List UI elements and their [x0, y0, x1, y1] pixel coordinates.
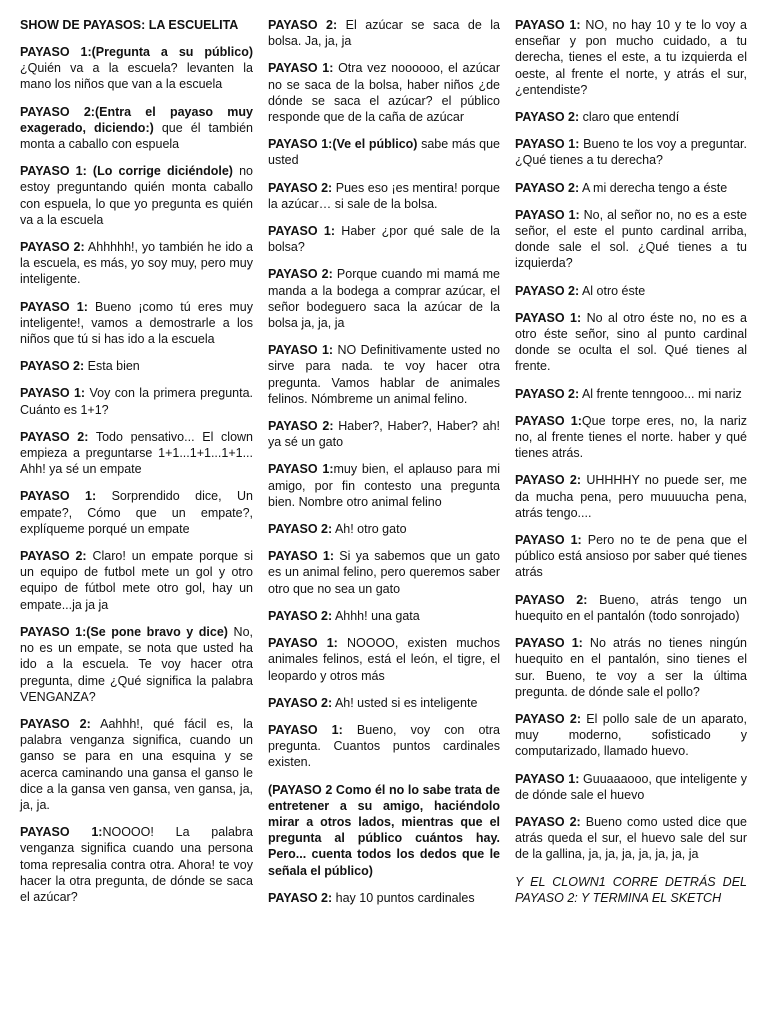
- dialogue-line: [20, 716, 253, 813]
- dialogue-text: El azúcar se saca de la bolsa. Ja, ja, ja: [268, 18, 501, 49]
- speaker-label: PAYASO 1:: [268, 343, 334, 358]
- stage-direction: (PAYASO 2 Como él no lo sabe trata de entretener a su amigo, haciéndolo mirar a otros lados, mientras que el pregunta al público cuántos hay. Pero... cuenta todos los dedos que le señala el público): [268, 782, 500, 878]
- dialogue-text: ¿Quién va a la escuela? levanten la mano los niños que van a la escuela: [20, 61, 253, 92]
- dialogue-text: no estoy preguntando quién monta caballo con espuela, lo que yo pregunta es quién va a la escuela: [20, 164, 253, 227]
- dialogue-line: [268, 136, 500, 168]
- speaker-label: PAYASO 1:: [268, 722, 343, 737]
- speaker-label: PAYASO 2:: [20, 429, 89, 444]
- dialogue-text: El pollo sale de un aparato, muy moderno, sofisticado y computarizado, llamado huevo.: [515, 711, 748, 759]
- dialogue-text: Ah! usted si es inteligente: [332, 695, 478, 710]
- speaker-label: PAYASO 2:: [515, 711, 581, 726]
- speaker-label: PAYASO 2:: [268, 890, 333, 905]
- dialogue-text: No atrás no tienes ningún huequito en el pantalón, sino tienes el sur. Bueno, te voy a ser la última pregunta. de dónde sale el pollo?: [515, 636, 747, 699]
- speaker-label: PAYASO 1:: [515, 771, 580, 786]
- dialogue-text: Pero no te de pena que el público está ansioso por saber qué tienes atrás: [515, 533, 747, 580]
- dialogue-line: [515, 814, 747, 863]
- speaker-label: PAYASO 1:: [515, 137, 580, 152]
- dialogue-list: [268, 17, 500, 906]
- dialogue-text: A mi derecha tengo a éste: [579, 180, 728, 195]
- speaker-label: PAYASO 2:: [20, 359, 85, 374]
- column-1: [20, 17, 253, 1024]
- dialogue-line: [268, 60, 500, 125]
- speaker-label: PAYASO 2:: [515, 283, 580, 298]
- dialogue-line: [268, 342, 500, 407]
- dialogue-line: [268, 635, 500, 684]
- column-3: [515, 17, 747, 1024]
- dialogue-line: [515, 711, 747, 760]
- dialogue-list: [20, 44, 253, 905]
- dialogue-line: [20, 104, 253, 153]
- dialogue-text: NO, no hay 10 y te lo voy a enseñar y pon mucho cuidado, a tu derecha, tienes el este, a tu izquierda el oeste, al frente el norte, y atrás el sur, ¿entendiste?: [515, 18, 747, 97]
- stage-direction: (Entra el payaso muy exagerado, diciendo:): [20, 104, 253, 135]
- speaker-label: PAYASO 1:: [515, 207, 580, 222]
- dialogue-line: [515, 310, 747, 375]
- dialogue-text: Bueno como usted dice que atrás queda el sur, el huevo sale del sur de la gallina, ja, ja, ja, ja, ja, ja, ja: [515, 814, 748, 862]
- dialogue-line: [515, 109, 747, 125]
- dialogue-text: No al otro éste no, no es a otro éste señor, sino al punto cardinal donde se oculta el sol. Qué tienes al frente.: [515, 310, 748, 374]
- speaker-label: PAYASO 1:: [515, 413, 582, 428]
- speaker-label: PAYASO 1:: [268, 224, 335, 239]
- speaker-label: PAYASO 2:: [515, 386, 580, 401]
- dialogue-text: Ahhh! una gata: [332, 608, 420, 623]
- dialogue-text: Bueno, voy con otra pregunta. Cuantos puntos cardinales existen.: [268, 722, 501, 770]
- speaker-label: PAYASO 2:: [268, 695, 333, 710]
- dialogue-line: [268, 266, 500, 331]
- dialogue-text: Bueno ¡como tú eres muy inteligente!, vamos a demostrarle a los niños que tú si has ido a la escuela: [20, 299, 253, 347]
- dialogue-text: Al frente tenngooo... mi nariz: [579, 386, 742, 401]
- speaker-label: PAYASO 2:: [268, 18, 338, 32]
- dialogue-text: Que torpe eres, no, la nariz no, al frente tienes el norte. haber y qué tienes atrás.: [515, 413, 747, 461]
- stage-direction: (Ve el público): [332, 137, 418, 152]
- dialogue-line: [515, 180, 747, 196]
- speaker-label: PAYASO 1:: [268, 549, 334, 564]
- dialogue-line: [268, 548, 500, 597]
- dialogue-line: [20, 548, 253, 613]
- dialogue-text: hay 10 puntos cardinales: [332, 890, 475, 905]
- dialogue-line: [20, 239, 253, 288]
- dialogue-line: [515, 532, 747, 581]
- dialogue-text: NOOOO! La palabra venganza significa cuando una persona toma represalia contra otra. Ahora! te voy hacer la otra pregunta, de dónde se saca el azúcar?: [20, 825, 253, 904]
- speaker-label: PAYASO 2:: [515, 180, 580, 195]
- dialogue-line: [268, 17, 500, 49]
- dialogue-text: Al otro éste: [579, 283, 646, 298]
- speaker-label: PAYASO 1:: [515, 636, 583, 651]
- dialogue-text: Bueno, atrás tengo un huequito en el pantalón (todo sonrojado): [515, 592, 748, 623]
- speaker-label: PAYASO 2:: [268, 419, 334, 434]
- dialogue-text: Pues eso ¡es mentira! porque la azúcar… si sale de la bolsa.: [268, 180, 501, 211]
- speaker-label: PAYASO 1:: [268, 462, 334, 477]
- dialogue-line: [515, 386, 747, 402]
- dialogue-text: sabe más que usted: [268, 137, 500, 168]
- dialogue-text: UHHHHY no puede ser, me da mucha pena, pero muuuucha pena, atrás tengo....: [515, 473, 747, 520]
- speaker-label: PAYASO 1:: [20, 489, 97, 504]
- dialogue-text: Porque cuando mi mamá me manda a la bodega a comprar azúcar, el señor bodeguero saca la azúcar de la bolsa ja, ja, ja: [268, 267, 501, 331]
- speaker-label: PAYASO 1:: [515, 310, 582, 325]
- document-title: SHOW DE PAYASOS: LA ESCUELITA: [20, 18, 239, 32]
- speaker-label: PAYASO 2:: [268, 522, 333, 537]
- dialogue-line: [20, 488, 253, 537]
- dialogue-line: [20, 824, 253, 905]
- dialogue-line: [268, 521, 500, 537]
- speaker-label: PAYASO 1:: [20, 164, 87, 179]
- dialogue-line: [268, 782, 500, 879]
- speaker-label: PAYASO 2:: [20, 240, 85, 255]
- speaker-label: PAYASO 2:: [20, 549, 87, 564]
- dialogue-line: [515, 592, 747, 624]
- dialogue-line: [268, 461, 500, 510]
- dialogue-text: Sorprendido dice, Un empate?, Cómo que un empate?, explíqueme porqué un empate: [20, 489, 253, 536]
- dialogue-text: Aahhh!, qué fácil es, la palabra venganza significa, cuando un ganso se para en una esquina y se acerca caminando una gansa el ganso le dice a la gansa ven gansa, ven gansa, ja, ja, ja.: [20, 716, 254, 812]
- dialogue-text: Guuaaaooo, que inteligente y de dónde sale el huevo: [515, 771, 748, 802]
- speaker-label: PAYASO 1:: [268, 636, 338, 651]
- speaker-label: PAYASO 1:: [268, 61, 334, 76]
- dialogue-line: [515, 17, 747, 98]
- speaker-label: PAYASO 2:: [515, 473, 581, 488]
- column-2: [268, 17, 500, 1024]
- speaker-label: PAYASO 1:: [20, 45, 92, 59]
- speaker-label: PAYASO 1:: [20, 299, 88, 314]
- dialogue-text: Todo pensativo... El clown empieza a preguntarse 1+1...1+1...1+1... Ahh! ya sé un empate: [20, 429, 253, 477]
- dialogue-line: [268, 608, 500, 624]
- dialogue-line: [268, 722, 500, 771]
- dialogue-line: [268, 223, 500, 255]
- speaker-label: PAYASO 2:: [515, 110, 580, 125]
- dialogue-text: No, al señor no, no es a este señor, el este el punto cardinal arriba, donde sale el sol. ¿Qué tienes a tu izquierda?: [515, 207, 748, 271]
- dialogue-text: Si ya sabemos que un gato es un animal felino, pero queremos saber otro que no sea un gato: [268, 549, 500, 596]
- speaker-label: PAYASO 2:: [268, 608, 333, 623]
- speaker-label: PAYASO 2:: [515, 814, 581, 829]
- dialogue-line: [515, 283, 747, 299]
- dialogue-line: [268, 418, 500, 450]
- dialogue-text: Bueno te los voy a preguntar. ¿Qué tienes a tu derecha?: [515, 137, 747, 168]
- dialogue-list: [515, 17, 747, 863]
- dialogue-line: [20, 624, 253, 705]
- dialogue-line: [515, 136, 747, 168]
- speaker-label: PAYASO 1:: [20, 386, 86, 401]
- dialogue-line: [20, 44, 253, 93]
- ending-note: Y EL CLOWN1 CORRE DETRÁS DEL PAYASO 2: Y TERMINA EL SKETCH: [515, 874, 747, 905]
- dialogue-text: NOOOO, existen muchos animales felinos, está el león, el tigre, el leopardo y otros más: [268, 636, 501, 683]
- dialogue-text: Haber?, Haber?, Haber? ah! ya sé un gato: [268, 419, 500, 450]
- speaker-label: PAYASO 1:: [515, 533, 582, 548]
- stage-direction: (Lo corrige diciéndole): [86, 164, 233, 179]
- dialogue-line: [20, 299, 253, 348]
- stage-direction: (Se pone bravo y dice): [86, 624, 228, 639]
- dialogue-text: Haber ¿por qué sale de la bolsa?: [268, 224, 500, 255]
- dialogue-text: claro que entendí: [579, 110, 680, 125]
- dialogue-text: Esta bien: [84, 359, 140, 374]
- stage-direction: (Pregunta a su público): [91, 45, 253, 59]
- speaker-label: PAYASO 1:: [268, 137, 333, 152]
- speaker-label: PAYASO 1:: [20, 624, 87, 639]
- dialogue-text: Ah! otro gato: [332, 522, 407, 537]
- dialogue-line: [515, 635, 747, 700]
- dialogue-text: No, no es un empate, se nota que usted ha ido a la escuela. Te voy hacer otra pregunta, dime ¿Qué significa la palabra VENGANZA?: [20, 624, 253, 704]
- dialogue-line: [20, 429, 253, 478]
- dialogue-line: [20, 385, 253, 417]
- dialogue-line: [20, 163, 253, 228]
- dialogue-text: NO Definitivamente usted no sirve para nada. te voy hacer otra pregunta. Vamos hablar de animales felinos. Nómbreme un animal felino.: [268, 343, 501, 406]
- dialogue-text: muy bien, el aplauso para mi amigo, por fin contesto una pregunta bien. Nombre otro animal felino: [268, 462, 501, 509]
- dialogue-text: Otra vez noooooo, el azúcar no se saca de la bolsa, haber niños ¿de dónde se saca el azúcar? el público responde que de la caña de azúcar: [268, 61, 501, 125]
- dialogue-text: Claro! un empate porque si un equipo de futbol mete un gol y otro equipo de fútbol mete otro gol, hay un empate...ja ja ja: [20, 549, 253, 612]
- dialogue-line: [20, 358, 253, 374]
- speaker-label: PAYASO 2:: [20, 716, 91, 731]
- speaker-label: PAYASO 2:: [515, 592, 588, 607]
- speaker-label: PAYASO 1:: [515, 18, 581, 32]
- dialogue-line: [268, 890, 500, 906]
- dialogue-line: [515, 413, 747, 462]
- dialogue-text: Ahhhhh!, yo también he ido a la escuela, es más, yo soy muy, pero muy inteligente.: [20, 240, 254, 287]
- dialogue-line: [515, 472, 747, 521]
- dialogue-line: [515, 771, 747, 803]
- speaker-label: PAYASO 2:: [268, 267, 333, 282]
- dialogue-line: [268, 180, 500, 212]
- dialogue-line: [268, 695, 500, 711]
- speaker-label: PAYASO 1:: [20, 825, 103, 840]
- speaker-label: PAYASO 2:: [20, 104, 95, 119]
- dialogue-text: Voy con la primera pregunta. Cuánto es 1+1?: [20, 386, 254, 417]
- speaker-label: PAYASO 2:: [268, 180, 333, 195]
- dialogue-line: [515, 207, 747, 272]
- dialogue-text: que él también monta a caballo con espuela: [20, 120, 253, 152]
